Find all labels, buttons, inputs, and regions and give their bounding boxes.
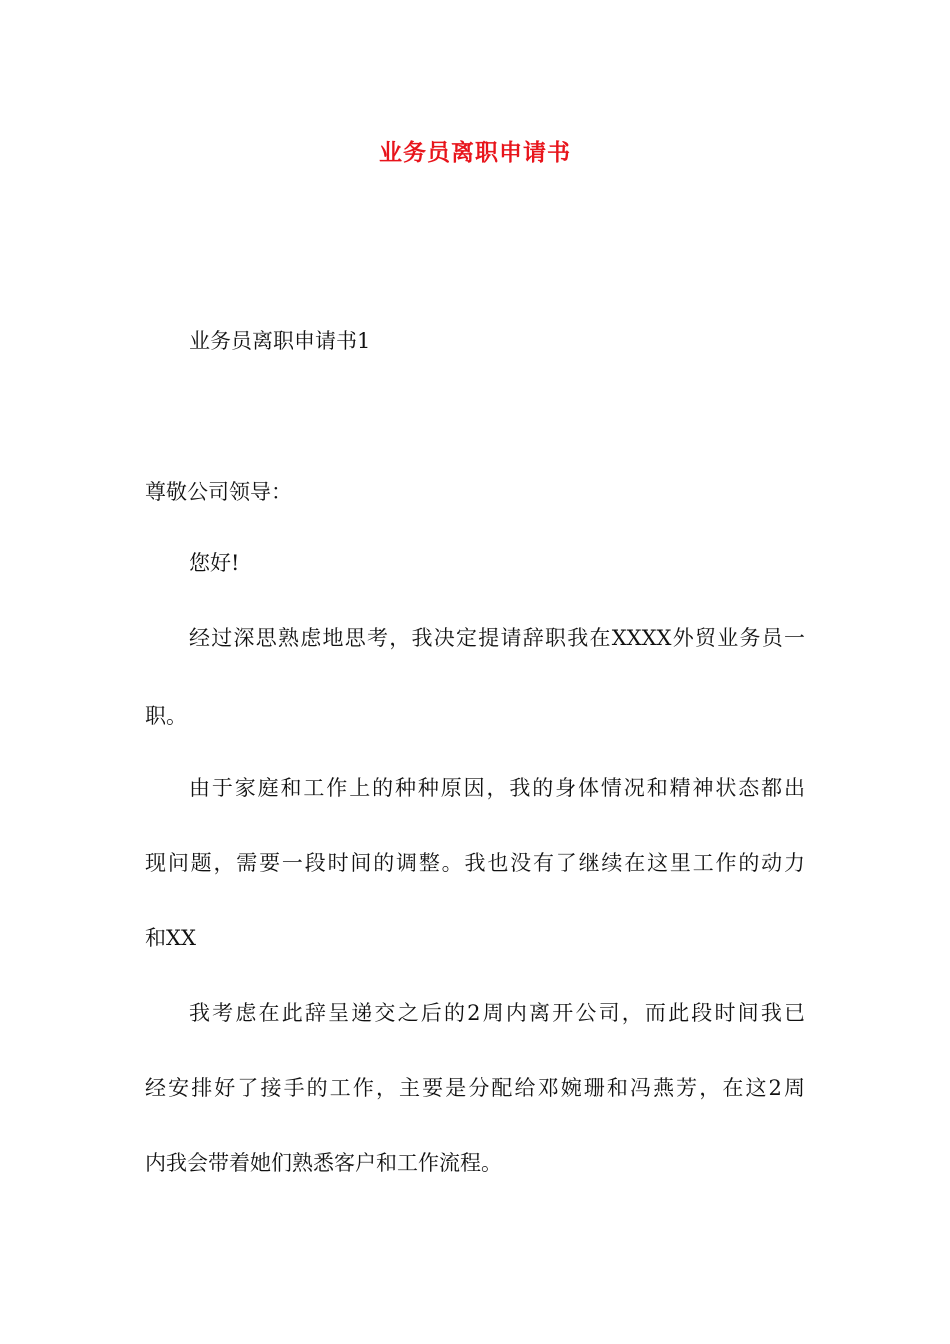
paragraph-line: 经过深思熟虑地思考，我决定提请辞职我在XXXX外贸业务员一 <box>189 626 805 650</box>
paragraph-line: 现问题，需要一段时间的调整。我也没有了继续在这里工作的动力 <box>145 851 805 875</box>
paragraph-line: 内我会带着她们熟悉客户和工作流程。 <box>145 1151 502 1175</box>
paragraph-line: 由于家庭和工作上的种种原因，我的身体情况和精神状态都出 <box>189 776 805 800</box>
paragraph-line: 经安排好了接手的工作，主要是分配给邓婉珊和冯燕芳，在这2周 <box>145 1076 805 1100</box>
paragraph-line: 和XX <box>145 926 196 950</box>
document-subtitle: 业务员离职申请书1 <box>189 329 371 353</box>
greeting: 您好! <box>189 551 240 575</box>
salutation: 尊敬公司领导： <box>145 480 292 504</box>
paragraph-line: 我考虑在此辞呈递交之后的2周内离开公司，而此段时间我已 <box>189 1001 805 1025</box>
paragraph-line: 职。 <box>145 704 187 728</box>
document-title: 业务员离职申请书 <box>379 140 571 166</box>
